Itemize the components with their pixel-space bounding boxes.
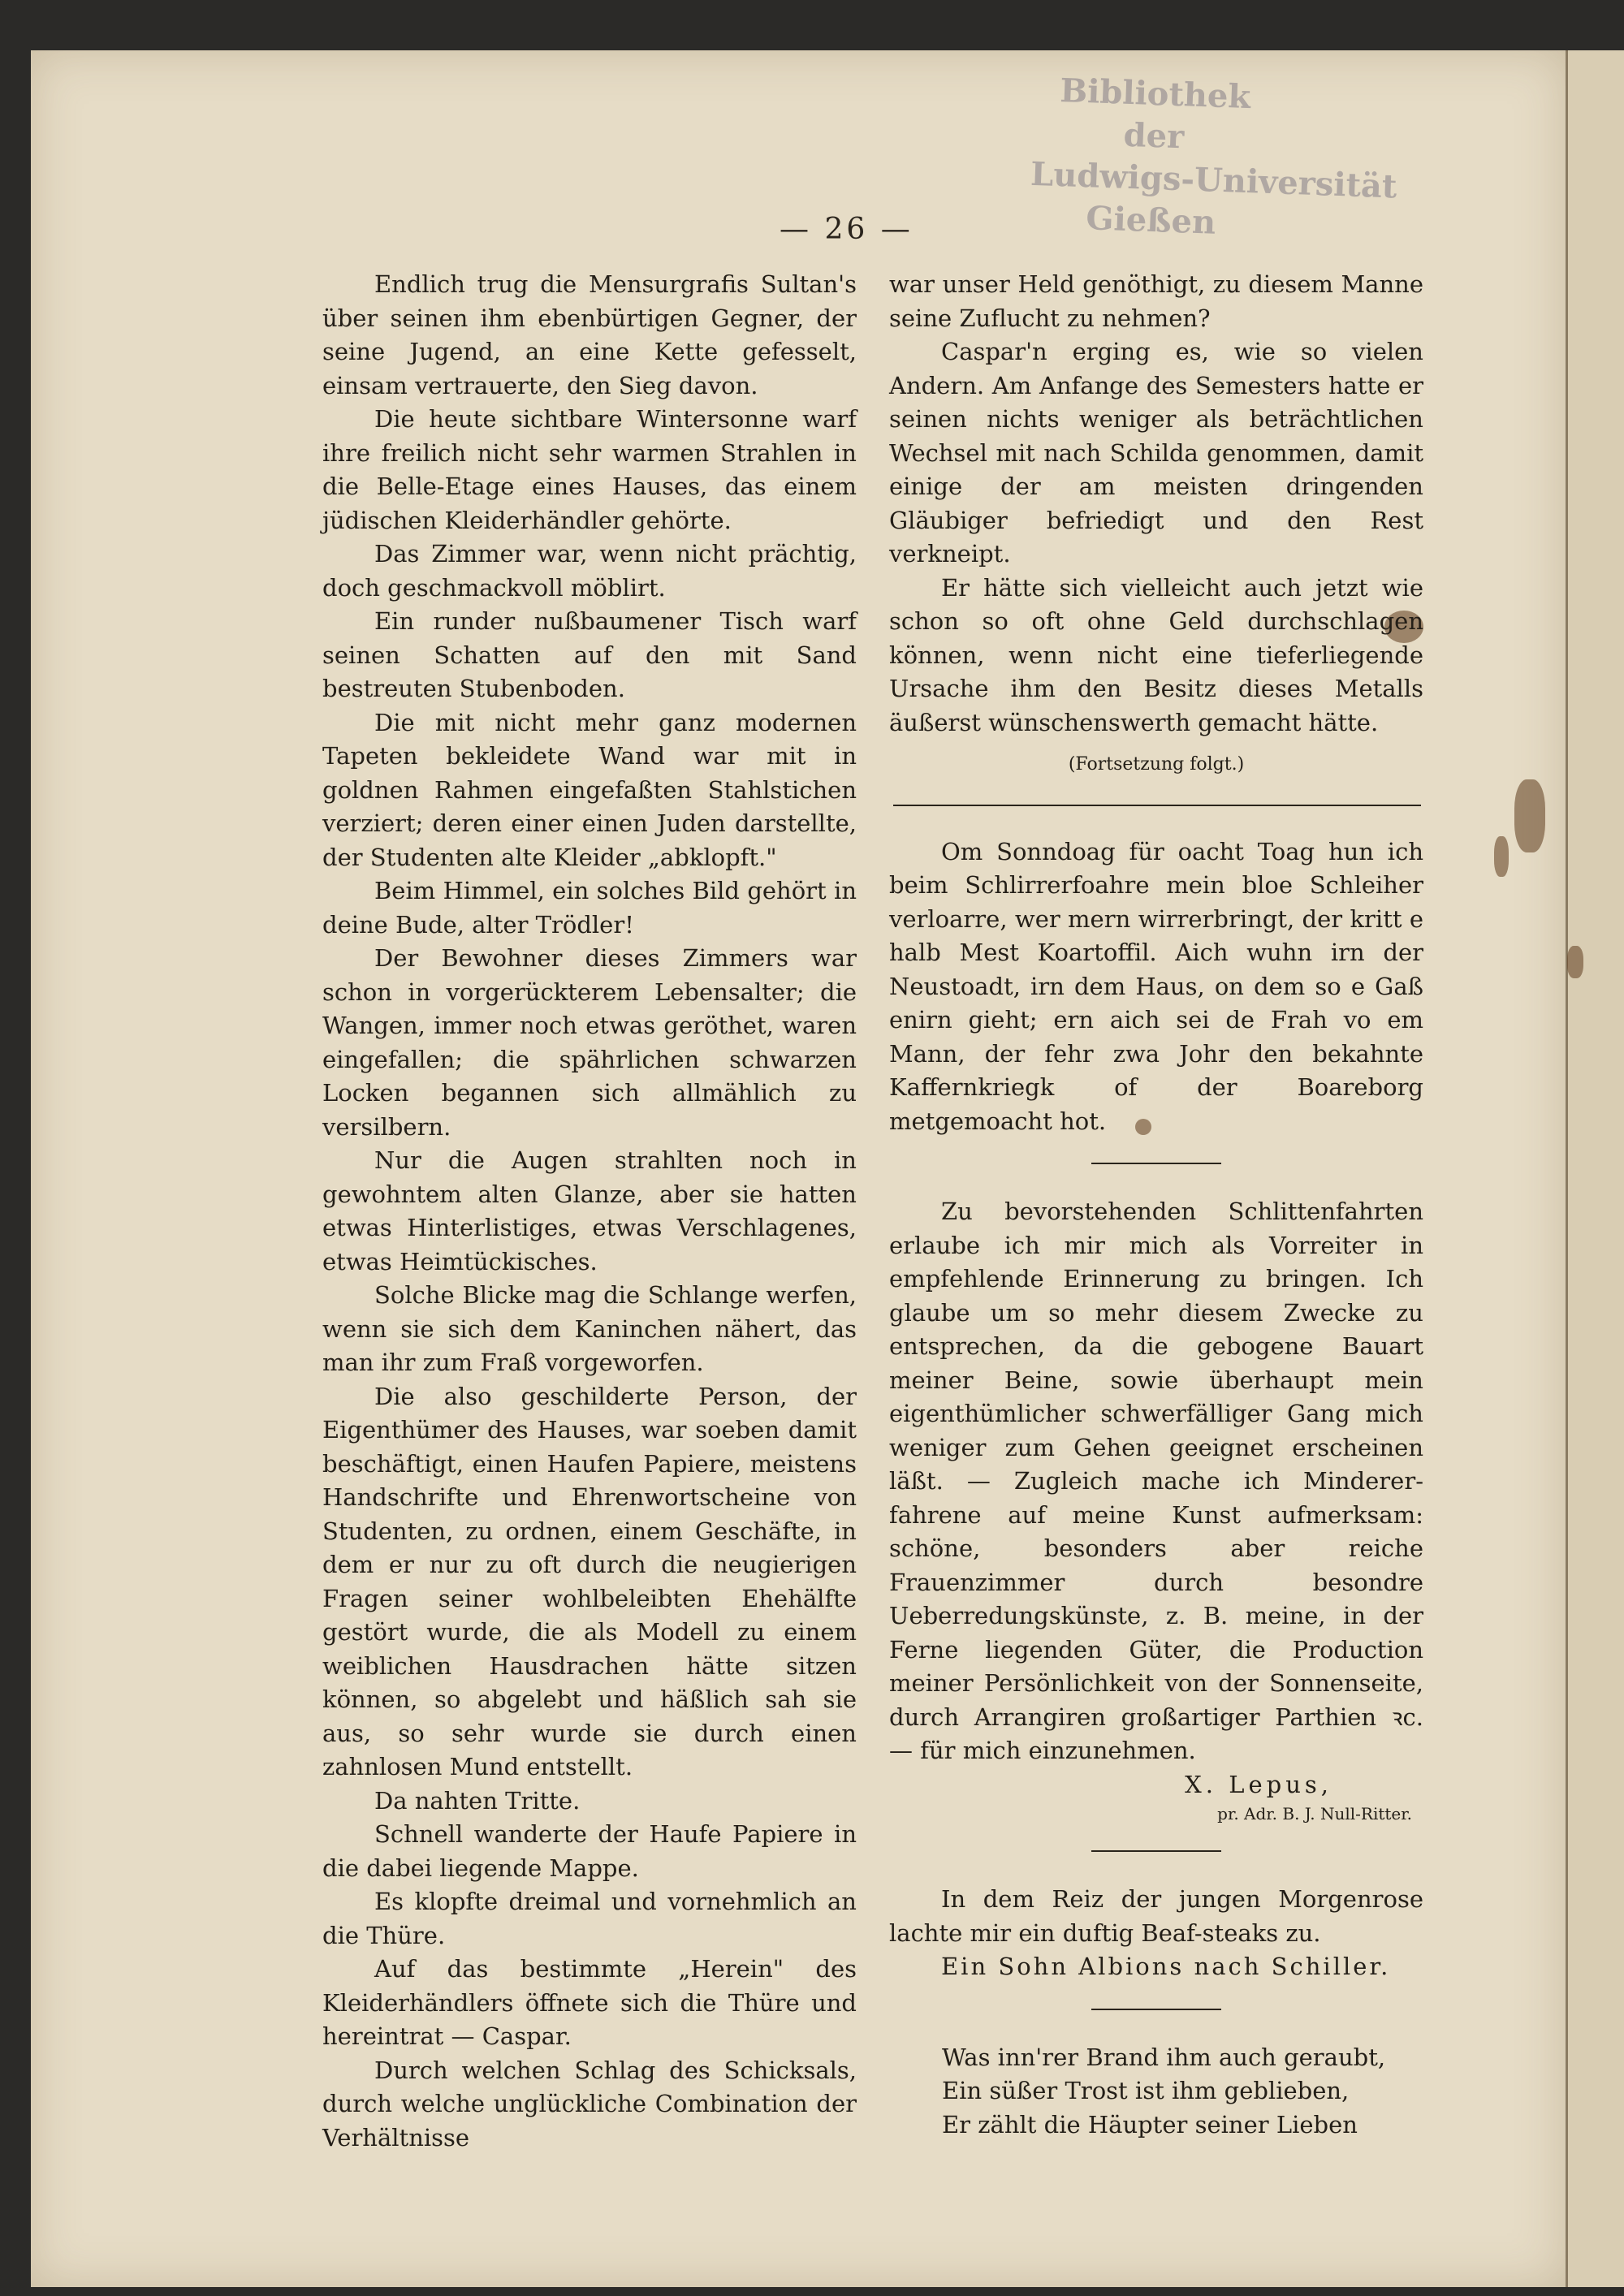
dialect-notice: Om Sonndoag für oacht Toag hun ich beim Schlirrerfoahre mein bloe Schleiher verloarre, wer mern wirrerbringt, der kritt e halb Mest Koartoffil. Aich wuhn irn der Neustoadt, irn dem Haus, on dem so e Gaß enirn gieht; ern aich sei de Frah vo em Mann, der fehr zwa Johr den bekahnte Kaffernkriegk of der Boareborg metgemoacht hot. [889, 837, 1423, 1135]
paragraph: Auf das bestimmte „Herein" des Kleiderhändlers öffnete sich die Thüre und hereintrat — Caspar. [322, 1955, 857, 2050]
right-column [889, 268, 1423, 2142]
lepus-signature: X. Lepus, [1185, 1770, 1332, 1798]
paragraph: Da nahten Tritte. [374, 1786, 581, 1815]
library-stamp [1028, 69, 1398, 248]
lepus-address: pr. Adr. B. J. Null-Ritter. [1217, 1804, 1412, 1823]
paragraph: Endlich trug die Mensurgrafis Sultan's über seinen ihm ebenbürtigen Gegner, der seine Jugend, an eine Kette gefesselt, einsam vertrauerte, den Sieg davon. [322, 270, 857, 399]
paragraph: war unser Held genöthigt, zu diesem Manne seine Zuflucht zu nehmen? [889, 270, 1423, 332]
paragraph: Er hätte sich vielleicht auch jetzt wie schon so oft ohne Geld durchschlagen können, wenn nicht eine tieferliegende Ursache ihm den Besitz dieses Metalls äußerst wünschenswerth gemacht hätte. [889, 573, 1423, 736]
section-divider [1091, 1850, 1221, 1852]
paragraph: Der Bewohner dieses Zimmers war schon in vorgerückterem Lebensalter; die Wangen, immer noch etwas geröthet, waren eingefallen; die spährlichen schwarzen Locken begannen sich allmählich zu versilbern. [322, 944, 857, 1141]
ink-stain [1567, 946, 1583, 978]
paragraph: Nur die Augen strahlten noch in gewohntem alten Glanze, aber sie hatten etwas Hinterlistiges, etwas Verschlagenes, etwas Heimtückisches. [322, 1146, 857, 1275]
ink-stain [1514, 779, 1545, 852]
stamp-line: Gießen [1085, 199, 1216, 242]
paragraph: Die heute sichtbare Wintersonne warf ihre freilich nicht sehr warmen Strahlen in die Belle-Etage eines Hauses, das einem jüdischen Kleiderhändler gehörte. [322, 405, 857, 534]
page-number: — 26 — [780, 213, 914, 246]
lepus-advertisement: Zu bevorstehenden Schlittenfahrten erlaube ich mir mich als Vorreiter in empfehlende Erinnerung zu bringen. Ich glaube um so mehr diesem Zwecke zu entsprechen, da die gebogene Bauart meiner Beine, sowie überhaupt mein eigenthümlicher schwerfälliger Gang mich weniger zum Gehen geeignet erscheinen läßt. — Zugleich mache ich Minderer-fahrene auf meine Kunst aufmerksam: schöne, besonders aber reiche Frauenzimmer durch besondre Ueberredungskünste, z. B. meine, in der Ferne liegenden Güter, die Production meiner Persönlichkeit von der Sonnenseite, durch Arrangiren großartiger Parthien ꝛc. — für mich einzunehmen. [889, 1198, 1423, 1764]
paragraph: Das Zimmer war, wenn nicht prächtig, doch geschmackvoll möblirt. [322, 540, 857, 602]
stamp-line: Ludwigs-Universität [1030, 154, 1398, 206]
paragraph: Schnell wanderte der Haufe Papiere in die dabei liegende Mappe. [322, 1820, 857, 1882]
story-continuation [889, 268, 1423, 740]
poem-line: Er zählt die Häupter seiner Lieben [942, 2110, 1358, 2138]
ink-stain [1494, 836, 1509, 877]
paragraph: Die mit nicht mehr ganz modernen Tapeten bekleidete Wand war mit in goldnen Rahmen eingefaßten Stahlstichen verziert; deren einer einen Juden darstellte, der Studenten alte Kleider „abklopft." [322, 708, 857, 871]
paragraph: Beim Himmel, ein solches Bild gehört in deine Bude, alter Trödler! [322, 877, 857, 939]
paragraph: Die also geschilderte Person, der Eigenthümer des Hauses, war soeben damit beschäftigt, einen Haufen Papiere, meistens Handschrifte und Ehrenwortscheine von Studenten, zu ordnen, einem Geschäfte, in dem er nur zu oft durch die neugierigen Fragen seiner wohlbeleibten Ehehälfte gestört wurde, die als Modell zu einem weiblichen Hausdrachen hätte sitzen können, so abgelebt und häßlich sah sie aus, so sehr wurde sie durch einen zahnlosen Mund entstellt. [322, 1382, 857, 1780]
paragraph: Solche Blicke mag die Schlange werfen, wenn sie sich dem Kaninchen nähert, das man ihr zum Fraß vorgeworfen. [322, 1281, 857, 1376]
section-divider [1091, 1163, 1221, 1164]
section-divider [893, 805, 1421, 806]
albion-line: In dem Reiz der jungen Morgenrose lachte mir ein duftig Beaf-steaks zu. [889, 1885, 1423, 1947]
paragraph: Es klopfte dreimal und vornehmlich an die Thüre. [322, 1888, 857, 1949]
poem-line: Was inn'rer Brand ihm auch geraubt, [942, 2043, 1386, 2071]
continuation-note: (Fortsetzung folgt.) [1068, 754, 1245, 775]
left-column [322, 268, 857, 2155]
paragraph: Caspar'n erging es, wie so vielen Andern. Am Anfange des Semesters hatte er seinen nichts weniger als beträchtlichen Wechsel mit nach Schilda genommen, damit einige der am meisten dringenden Gläubiger befriedigt und den Rest verkneipt. [889, 338, 1423, 568]
paragraph: Ein runder nußbaumener Tisch warf seinen Schatten auf den mit Sand bestreuten Stubenboden. [322, 607, 857, 702]
poem [889, 2041, 1423, 2143]
section-divider [1091, 2009, 1221, 2010]
next-page-edge [1566, 50, 1624, 2287]
albion-signature: Ein Sohn Albions nach Schiller. [941, 1953, 1391, 1980]
poem-line: Ein süßer Trost ist ihm geblieben, [942, 2077, 1350, 2104]
stamp-line: Bibliothek [1059, 71, 1251, 117]
paragraph: Durch welchen Schlag des Schicksals, durch welche unglückliche Combination der Verhältnisse [322, 2056, 857, 2151]
stamp-line: der [1122, 115, 1186, 157]
